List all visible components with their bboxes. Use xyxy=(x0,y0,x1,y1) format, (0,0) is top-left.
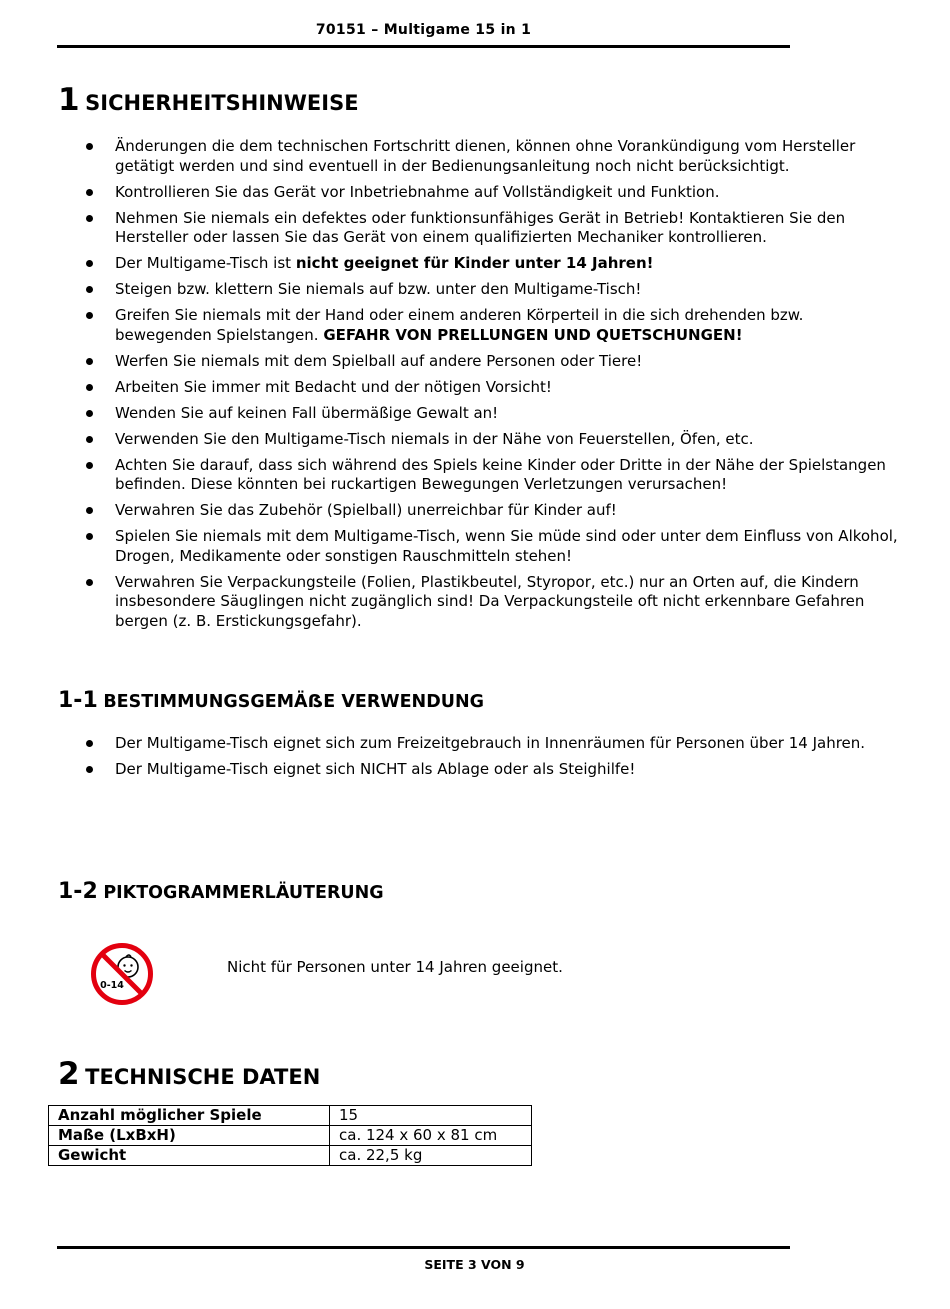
list-item: Der Multigame-Tisch ist nicht geeignet für Kinder unter 14 Jahren! xyxy=(86,254,898,274)
table-cell-value: ca. 124 x 60 x 81 cm xyxy=(330,1126,532,1146)
intended-use-list xyxy=(86,734,898,786)
section-1-1-title: BESTIMMUNGSGEMÄẞE VERWENDUNG xyxy=(103,692,484,712)
table-cell-key: Gewicht xyxy=(49,1146,330,1166)
section-1-title: SICHERHEITSHINWEISE xyxy=(85,91,359,115)
list-item: Verwenden Sie den Multigame-Tisch niemals in der Nähe von Feuerstellen, Öfen, etc. xyxy=(86,430,898,450)
bullet-icon xyxy=(86,143,93,150)
footer-divider xyxy=(57,1246,790,1249)
table-cell-value: 15 xyxy=(330,1106,532,1126)
list-item: Wenden Sie auf keinen Fall übermäßige Gewalt an! xyxy=(86,404,898,424)
table-row xyxy=(49,1126,532,1146)
list-item: Der Multigame-Tisch eignet sich NICHT als Ablage oder als Steighilfe! xyxy=(86,760,898,780)
table-row xyxy=(49,1146,532,1166)
list-item: Steigen bzw. klettern Sie niemals auf bzw. unter den Multigame-Tisch! xyxy=(86,280,898,300)
table-row xyxy=(49,1106,532,1126)
pictogram-description: Nicht für Personen unter 14 Jahren geeignet. xyxy=(227,958,563,976)
section-1-2-number: 1-2 xyxy=(58,879,98,904)
bullet-icon xyxy=(86,766,93,773)
table-cell-key: Anzahl möglicher Spiele xyxy=(49,1106,330,1126)
list-item: Verwahren Sie das Zubehör (Spielball) unerreichbar für Kinder auf! xyxy=(86,501,898,521)
bullet-icon xyxy=(86,436,93,443)
bullet-icon xyxy=(86,260,93,267)
list-item: Nehmen Sie niemals ein defektes oder funktionsunfähiges Gerät in Betrieb! Kontaktieren Sie den Hersteller oder lassen Sie das Gerät von einem qualifizierten Mechaniker kontrollieren. xyxy=(86,209,898,248)
section-1-1-number: 1-1 xyxy=(58,688,98,713)
document-title: 70151 – Multigame 15 in 1 xyxy=(315,22,532,38)
header-divider xyxy=(57,45,790,48)
list-item: Spielen Sie niemals mit dem Multigame-Tisch, wenn Sie müde sind oder unter dem Einfluss von Alkohol, Drogen, Medikamente oder sonstigen Rauschmitteln stehen! xyxy=(86,527,898,566)
list-item: Änderungen die dem technischen Fortschritt dienen, können ohne Vorankündigung vom Hersteller getätigt werden und sind eventuell in der Bedienungsanleitung noch nicht berücksichtigt. xyxy=(86,137,898,176)
warning-text: nicht geeignet für Kinder unter 14 Jahren! xyxy=(295,254,654,273)
svg-text:0-14: 0-14 xyxy=(100,980,124,991)
list-item: Achten Sie darauf, dass sich während des Spiels keine Kinder oder Dritte in der Nähe der Spielstangen befinden. Diese könnten bei ruckartigen Bewegungen Verletzungen verursachen! xyxy=(86,456,898,495)
safety-list xyxy=(86,137,898,638)
section-1-2-title: PIKTOGRAMMERLÄUTERUNG xyxy=(103,883,384,903)
bullet-icon xyxy=(86,312,93,319)
bullet-icon xyxy=(86,384,93,391)
bullet-icon xyxy=(86,189,93,196)
section-1-heading xyxy=(58,82,359,118)
list-item: Verwahren Sie Verpackungsteile (Folien, Plastikbeutel, Styropor, etc.) nur an Orten auf, die Kindern insbesondere Säuglingen nicht zugänglich sind! Da Verpackungsteile oft nicht erkennbare Gefahren bergen (z. B. Erstickungsgefahr). xyxy=(86,573,898,632)
warning-text: GEFAHR VON PRELLUNGEN UND QUETSCHUNGEN! xyxy=(323,325,743,344)
section-1-2-heading xyxy=(58,879,384,904)
bullet-icon xyxy=(86,215,93,222)
no-children-under-14-icon xyxy=(90,942,154,1006)
list-item: Werfen Sie niemals mit dem Spielball auf andere Personen oder Tiere! xyxy=(86,352,898,372)
bullet-icon xyxy=(86,410,93,417)
list-item: Der Multigame-Tisch eignet sich zum Freizeitgebrauch in Innenräumen für Personen über 14 Jahren. xyxy=(86,734,898,754)
bullet-icon xyxy=(86,286,93,293)
bullet-icon xyxy=(86,462,93,469)
section-1-number: 1 xyxy=(58,82,80,118)
page-number: SEITE 3 VON 9 xyxy=(424,1257,525,1272)
list-item: Kontrollieren Sie das Gerät vor Inbetriebnahme auf Vollständigkeit und Funktion. xyxy=(86,183,898,203)
technical-data-table xyxy=(48,1105,532,1166)
bullet-icon xyxy=(86,507,93,514)
table-cell-value: ca. 22,5 kg xyxy=(330,1146,532,1166)
bullet-icon xyxy=(86,358,93,365)
section-2-title: TECHNISCHE DATEN xyxy=(85,1065,321,1089)
bullet-icon xyxy=(86,533,93,540)
table-cell-key: Maße (LxBxH) xyxy=(49,1126,330,1146)
list-item: Greifen Sie niemals mit der Hand oder einem anderen Körperteil in die sich drehenden bzw. bewegenden Spielstangen. GEFAHR VON PRELLUNGEN UND QUETSCHUNGEN! xyxy=(86,306,898,345)
bullet-icon xyxy=(86,579,93,586)
section-2-number: 2 xyxy=(58,1056,80,1092)
section-2-heading xyxy=(58,1056,320,1092)
section-1-1-heading xyxy=(58,688,484,713)
bullet-icon xyxy=(86,740,93,747)
list-item: Arbeiten Sie immer mit Bedacht und der nötigen Vorsicht! xyxy=(86,378,898,398)
